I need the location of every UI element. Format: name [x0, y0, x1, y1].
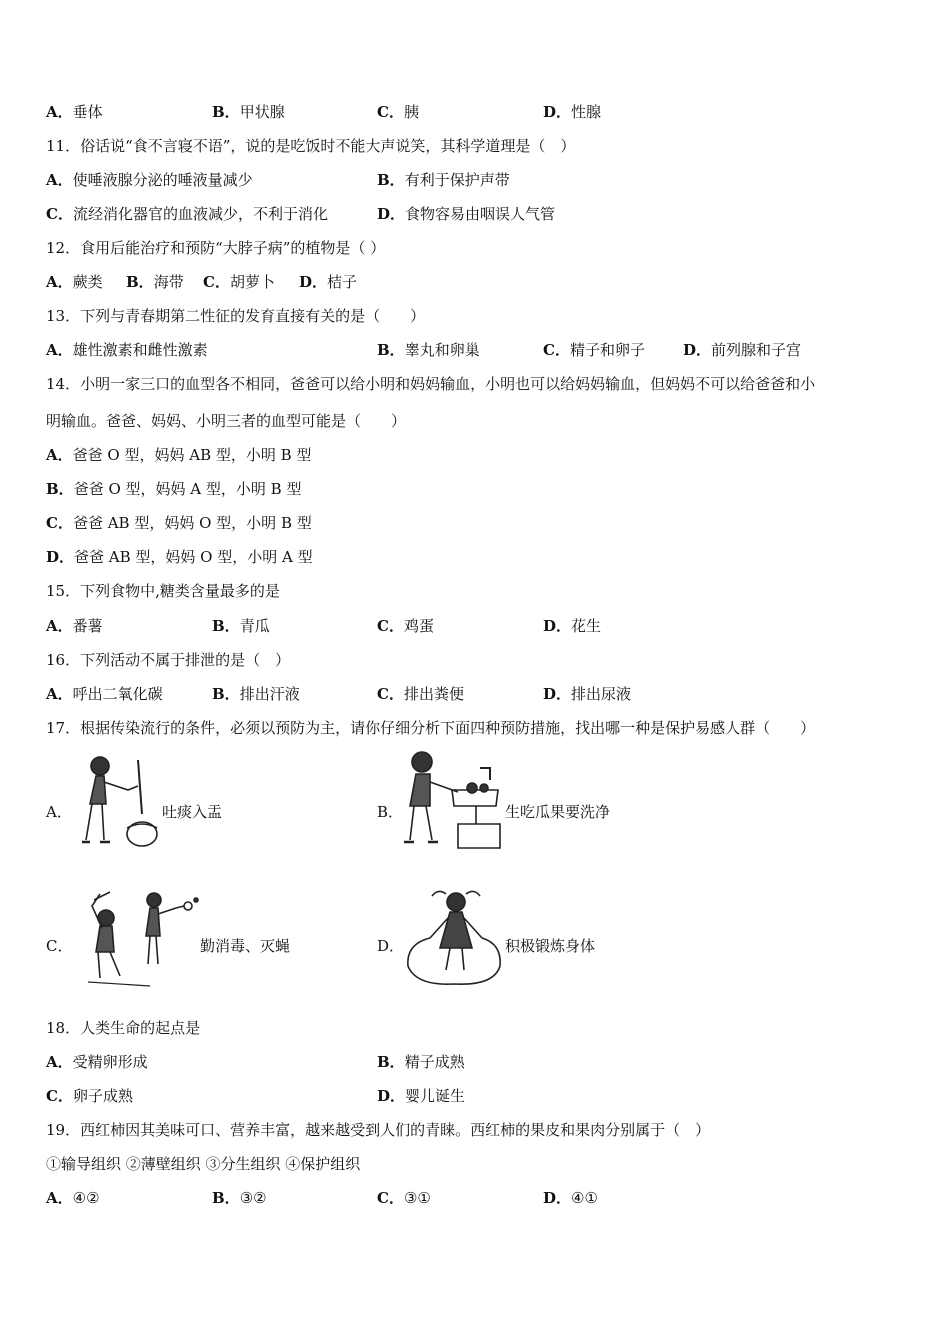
q19-option-a: A．④②: [46, 1189, 100, 1207]
q16-option-a: A．呼出二氧化碳: [46, 685, 163, 703]
q17-option-b-text: 生吃瓜果要洗净: [505, 803, 611, 821]
q17-option-a-label: A．: [46, 803, 72, 821]
q19-option-b: B．③②: [212, 1189, 267, 1207]
q17-option-c-text: 勤消毒、灭蝇: [200, 937, 291, 955]
q12-stem: 12．食用后能治疗和预防“大脖子病”的植物是（ ）: [46, 239, 386, 257]
q16-option-b: B．排出汗液: [212, 685, 300, 703]
q17-option-d-text: 积极锻炼身体: [505, 937, 596, 955]
q12-option-c: C．胡萝卜: [203, 273, 275, 291]
q14-option-a: A．爸爸 O 型，妈妈 AB 型，小明 B 型: [46, 446, 312, 464]
q15-option-c: C．鸡蛋: [377, 617, 434, 635]
q11-stem: 11．俗话说“食不言寝不语”，说的是吃饭时不能大声说笑，其科学道理是（ ）: [46, 137, 576, 155]
q13-option-c: C．精子和卵子: [543, 341, 645, 359]
q18-stem: 18．人类生命的起点是: [46, 1019, 201, 1037]
q13-stem: 13．下列与青春期第二性征的发育直接有关的是（ ）: [46, 307, 426, 325]
q14-option-c: C．爸爸 AB 型，妈妈 O 型，小明 B 型: [46, 514, 312, 532]
q18-option-a: A．受精卵形成: [46, 1053, 148, 1071]
q12-option-a: A．蕨类: [46, 273, 103, 291]
q10-option-b: B．甲状腺: [212, 103, 285, 121]
q19-choices: ①输导组织 ②薄壁组织 ③分生组织 ④保护组织: [46, 1155, 361, 1173]
q10-option-d: D．性腺: [543, 103, 602, 121]
q13-option-b: B．睾丸和卵巢: [377, 341, 480, 359]
q10-option-c: C．胰: [377, 103, 419, 121]
q11-option-c: C．流经消化器官的血液减少，不利于消化: [46, 205, 328, 223]
q15-stem: 15．下列食物中,糖类含量最多的是: [46, 582, 280, 600]
washing-fruit-figure-image: [400, 748, 504, 854]
q15-option-a: A．番薯: [46, 617, 103, 635]
q16-option-d: D．排出尿液: [543, 685, 632, 703]
q18-option-d: D．婴儿诞生: [377, 1087, 466, 1105]
q18-option-b: B．精子成熟: [377, 1053, 465, 1071]
q13-option-d: D．前列腺和子宫: [683, 341, 802, 359]
q14-stem-line1: 14．小明一家三口的血型各不相同，爸爸可以给小明和妈妈输血，小明也可以给妈妈输血，但妈妈不可以给爸爸和小: [46, 375, 816, 393]
q19-option-c: C．③①: [377, 1189, 431, 1207]
q16-stem: 16．下列活动不属于排泄的是（ ）: [46, 651, 291, 669]
q11-option-d: D．食物容易由咽误人气管: [377, 205, 556, 223]
q17-option-d-label: D．: [377, 937, 405, 955]
q12-option-b: B．海带: [126, 273, 184, 291]
q17-stem: 17．根据传染流行的条件，必须以预防为主，请你仔细分析下面四种预防措施，找出哪一种是保护易感人群（ ）: [46, 719, 816, 737]
q13-option-a: A．雄性激素和雌性激素: [46, 341, 208, 359]
q14-option-d: D．爸爸 AB 型，妈妈 O 型，小明 A 型: [46, 548, 313, 566]
q17-option-b-label: B．: [377, 803, 404, 821]
q11-option-b: B．有利于保护声带: [377, 171, 510, 189]
q18-option-c: C．卵子成熟: [46, 1087, 133, 1105]
q10-option-a: A．垂体: [46, 103, 103, 121]
spitting-figure-image: [76, 752, 160, 852]
q19-option-d: D．④①: [543, 1189, 598, 1207]
q12-option-d: D．桔子: [299, 273, 358, 291]
q16-option-c: C．排出粪便: [377, 685, 464, 703]
q15-option-b: B．青瓜: [212, 617, 270, 635]
q14-option-b: B．爸爸 O 型，妈妈 A 型，小明 B 型: [46, 480, 302, 498]
q11-option-a: A．使唾液腺分泌的唾液量减少: [46, 171, 253, 189]
q17-option-a-text: 吐痰入盂: [162, 803, 223, 821]
q15-option-d: D．花生: [543, 617, 602, 635]
q19-stem: 19．西红柿因其美味可口、营养丰富，越来越受到人们的青睐。西红柿的果皮和果肉分别属于（ ）: [46, 1121, 711, 1139]
disinfect-fly-figure-image: [80, 886, 200, 992]
q17-option-c-label: C．: [46, 937, 73, 955]
q14-stem-line2: 明输血。爸爸、妈妈、小明三者的血型可能是（ ）: [46, 412, 407, 430]
jump-rope-figure-image: [402, 884, 506, 988]
